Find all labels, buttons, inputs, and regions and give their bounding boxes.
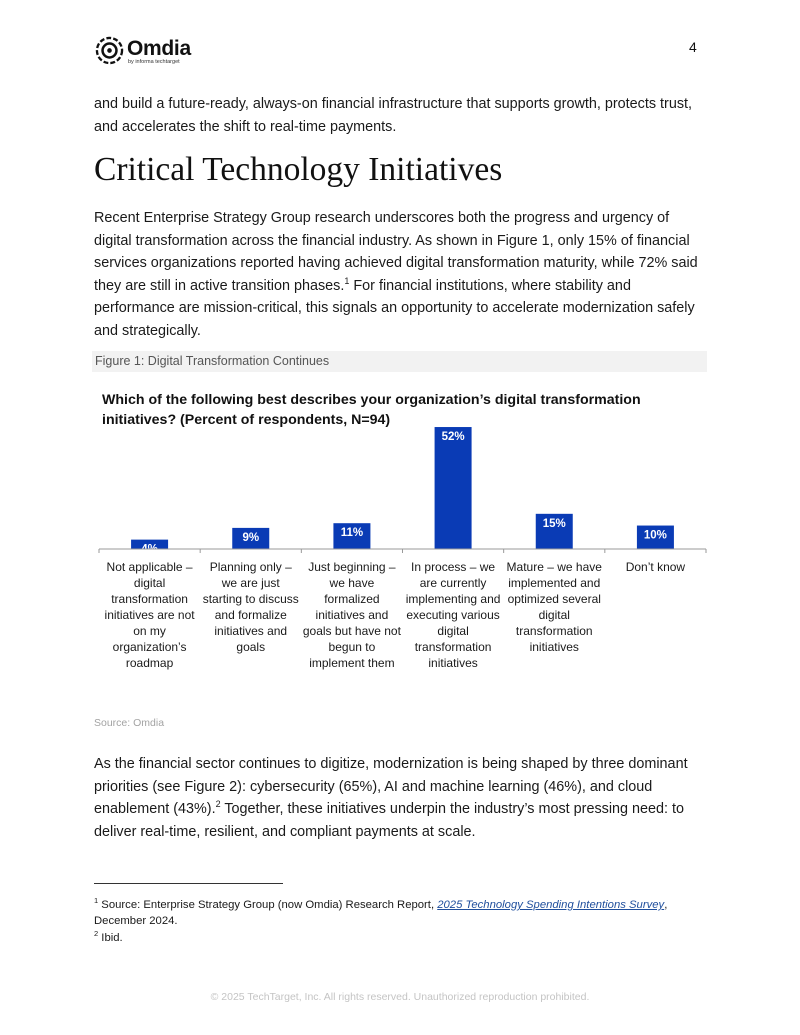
footnote-2-text: Ibid. <box>98 931 123 944</box>
x-category-label: Planning only – we are just starting to discuss and formalize initiatives and goals <box>202 560 299 654</box>
intro-paragraph: and build a future-ready, always-on financial infrastructure that supports growth, protects trust, and accelerates the shift to real-time payments. <box>94 96 693 135</box>
bar-value-label: 15% <box>542 517 566 530</box>
figure-caption: Figure 1: Digital Transformation Continues <box>92 351 707 372</box>
priorities-paragraph <box>94 753 709 843</box>
footnote-1-text: Source: Enterprise Strategy Group (now Omdia) Research Report, <box>98 898 438 911</box>
logo-name: Omdia <box>127 37 191 60</box>
page-number: 4 <box>689 39 697 55</box>
x-category-label: Mature – we have implemented and optimized several digital transformation initiatives <box>506 560 602 654</box>
footnote-1-number: 1 <box>94 896 99 905</box>
bar-value-label: 52% <box>441 431 465 444</box>
bar <box>435 427 472 549</box>
research-text: Recent Enterprise Strategy Group research underscores both the progress and urgency of digital transformation across the financial industry. As shown in Figure 1, only 15% of financial services organizations reported having achieved digital transformation maturity, while 72% said they are still in active transition phases. <box>94 210 698 294</box>
bar-value-label: 9% <box>242 531 260 544</box>
section-heading: Critical Technology Initiatives <box>94 151 503 188</box>
x-axis <box>99 549 706 553</box>
footnote-1 <box>94 893 694 929</box>
footnote-1-date: , December 2024. <box>94 898 668 927</box>
x-category-label: Not applicable – digital transformation initiatives are not on my organization’s roadmap <box>104 560 195 670</box>
bar-value-label: 11% <box>340 527 364 540</box>
survey-report-link[interactable]: 2025 Technology Spending Intentions Survey <box>437 898 665 911</box>
priorities-text-continued: Together, these initiatives underpin the industry’s most pressing need: to deliver real-time, resilient, and compliant payments at scale. <box>94 801 685 840</box>
bar-value-label: 10% <box>643 529 667 542</box>
copyright-notice: © 2025 TechTarget, Inc. All rights reserved. Unauthorized reproduction prohibited. <box>210 991 590 1003</box>
x-category-label: Just beginning – we have formalized initiatives and goals but have not begun to implement them <box>302 560 401 670</box>
x-category-label: Don’t know <box>625 560 686 574</box>
footnote-ref-1[interactable]: 1 <box>344 275 350 286</box>
research-text-continued: For financial institutions, where stability and performance are mission-critical, this signals an opportunity to accelerate modernization safely and strategically. <box>94 277 695 339</box>
bar-value-label: 4% <box>141 543 158 556</box>
x-category-label: In process – we are currently implementing and executing various digital transformation initiatives <box>405 560 501 670</box>
priorities-text: As the financial sector continues to digitize, modernization is being shaped by three dominant priorities (see Figure 2): cybersecurity (65%), AI and machine learning (46%), and cloud enablement (43%). <box>94 756 688 818</box>
logo-subtitle: by informa techtarget <box>128 59 180 65</box>
chart-title: Which of the following best describes your organization’s digital transformation initiatives? (Percent of respondents, N=94) <box>102 392 641 428</box>
bars-layer <box>131 427 674 556</box>
footnote-divider <box>94 883 283 884</box>
footnote-2 <box>94 926 123 946</box>
footnote-2-number: 2 <box>94 929 99 938</box>
footnote-ref-2[interactable]: 2 <box>215 799 221 810</box>
chart-source: Source: Omdia <box>94 717 165 729</box>
